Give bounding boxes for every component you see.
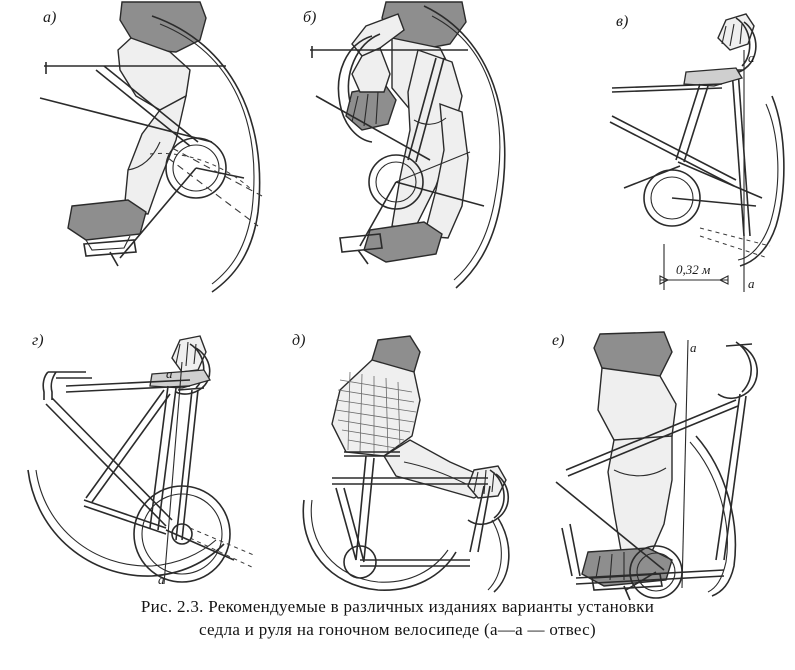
panel-v-dimension-label: 0,32 м [676,262,711,277]
panel-g-front-curve [43,372,48,400]
panel-v-seat-stay [678,162,762,198]
panel-e-plumb-line [682,340,688,588]
panel-a-shoe [68,200,146,240]
panel-d-rear-wheel [303,500,456,590]
panel-e-seat-tube [562,528,572,576]
panel-b-shoe [364,222,442,262]
panel-e-shin [608,436,672,556]
panel-v-axis-top-label: а [748,50,755,65]
panel-d-seat-tube [356,456,366,560]
panel-v-hub-line [700,228,770,246]
panel-e-bar-top [726,344,752,346]
panel-v-axis-bottom-label: а [748,276,755,291]
panel-g-axis-top-label: а [166,366,173,381]
panel-g-hand [172,336,206,372]
panel-b-label: б) [303,9,317,26]
panel-a-down-tube [40,98,212,142]
panel-v-fork [732,70,744,236]
panel-a [40,2,262,292]
panel-g-axis-bottom-label: а [158,572,165,587]
panel-g-label: г) [32,332,44,349]
panel-d-label: д) [292,332,306,349]
panel-e-axis-top-label: а [690,340,697,355]
panel-v [610,13,784,292]
panel-g [28,332,256,587]
panel-d [292,332,509,592]
caption-line-2: седла и руля на гоночном велосипеде (а—а — отвес) [198,619,596,639]
figure-caption [0,596,795,642]
panel-d-chainring [344,546,376,578]
panel-v-label: в) [616,13,629,30]
panel-b [303,2,505,288]
panel-a-label: а) [43,9,57,26]
caption-line-1: Рис. 2.3. Рекомендуемые в различных изданиях варианты установки [140,597,655,616]
panel-e [552,332,757,600]
panel-e-label: е) [552,332,565,349]
panel-v-chainstay [672,198,756,206]
panel-v-hand [718,14,754,50]
